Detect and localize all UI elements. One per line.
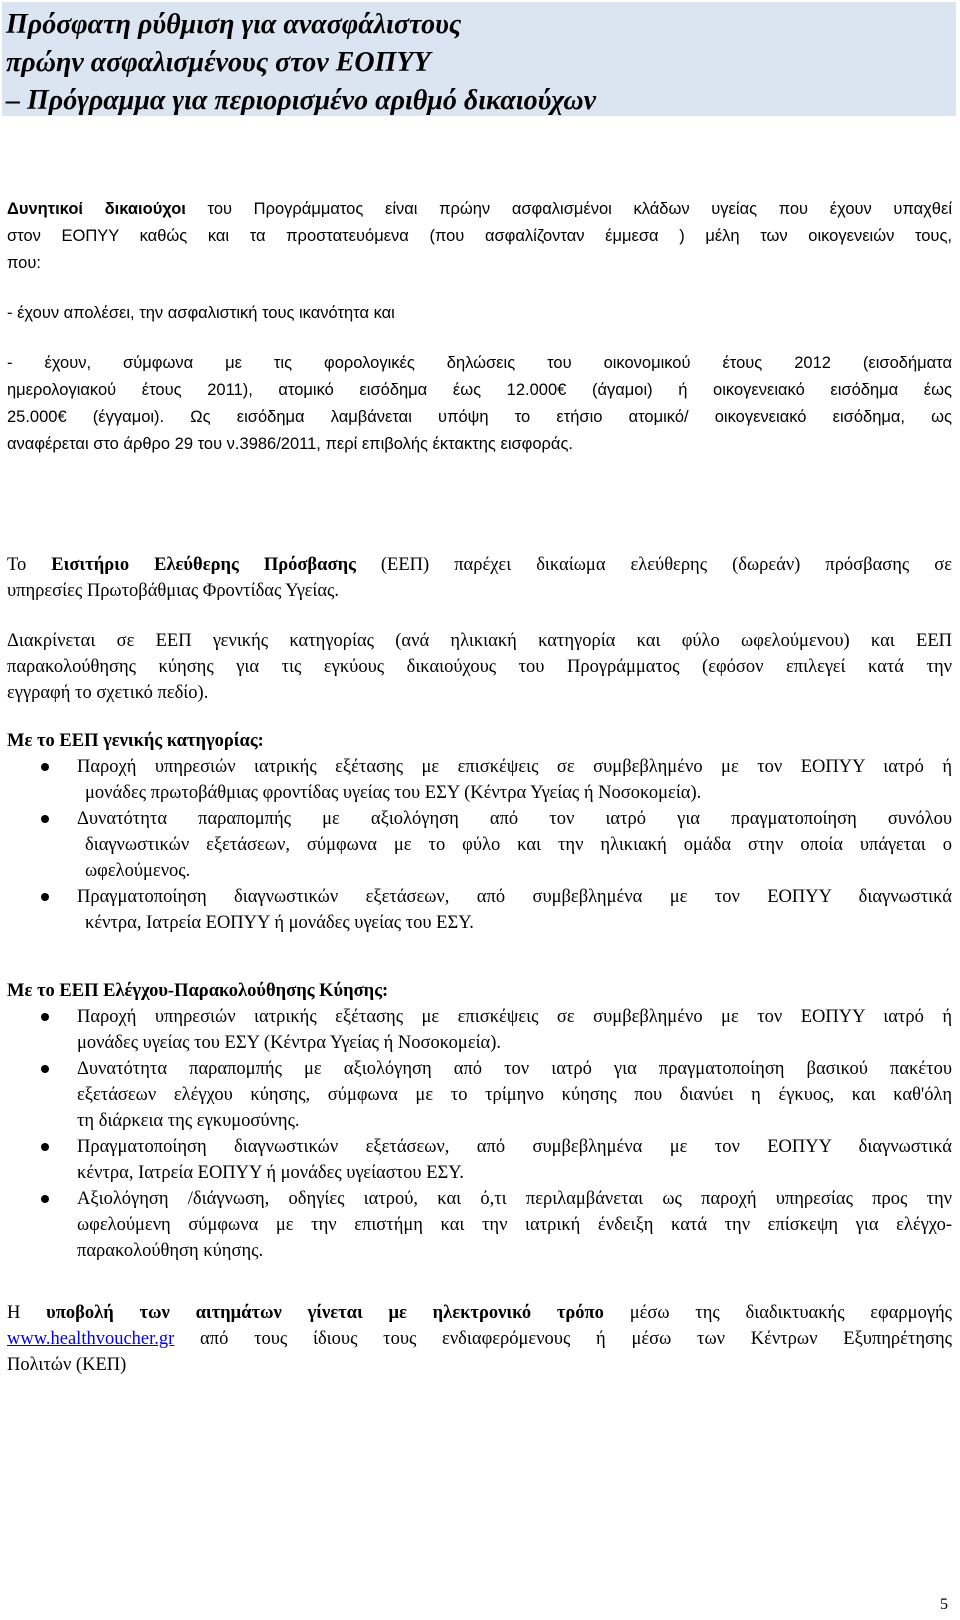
pregnancy-item-1-line-1: Παροχή υπηρεσιών ιατρικής εξέτασης με επισκέψεις σε συμβεβλημένο με τον ΕΟΠΥΥ ιατρό ή [77, 1007, 952, 1027]
distinction-line-3: εγγραφή το σχετικό πεδίο). [7, 683, 209, 703]
list-item [7, 754, 952, 806]
list-item [7, 806, 952, 884]
list-item [7, 1056, 952, 1134]
pregnancy-item-4-line-2: ωφελούμενη σύμφωνα με την επιστήμη και την ιατρική ένδειξη κατά την επίσκεψη για ελέγχο- [77, 1215, 952, 1235]
condition-1-text: - έχουν απολέσει, την ασφαλιστική τους ικανότητα και [7, 304, 395, 322]
bullet-icon [41, 1195, 49, 1203]
page-number: 5 [940, 1596, 948, 1613]
title-line-2: πρώην ασφαλισμένους στον ΕΟΠΥΥ [6, 47, 431, 78]
general-item-3-line-1: Πραγματοποίηση διαγνωστικών εξετάσεων, από συμβεβλημένα με τον ΕΟΠΥΥ διαγνωστικά [77, 887, 952, 907]
submission-line-2: από τους ίδιους τους ενδιαφερόμενους ή μέσω των Κέντρων Εξυπηρέτησης [174, 1329, 952, 1349]
title-line-3: – Πρόγραμμα για περιορισμένο αριθμό δικαιούχων [6, 85, 597, 116]
condition-2-line-3: 25.000€ (έγγαμοι). Ως εισόδημα λαμβάνεται υπόψη το ετήσιο ατομικό/ οικογενειακό εισόδημα, ως [7, 408, 952, 426]
general-item-1-line-2: μονάδες πρωτοβάθμιας φροντίδας υγείας του ΕΣΥ (Κέντρα Υγείας ή Νοσοκομεία). [85, 783, 702, 803]
submission-pre: Η [7, 1303, 47, 1323]
bullet-icon [41, 893, 49, 901]
condition-2-line-2: ημερολογιακού έτους 2011), ατομικό εισόδημα έως 12.000€ (άγαμοι) ή οικογενειακό εισόδημα έως [7, 381, 952, 399]
bullet-icon [41, 1143, 49, 1151]
list-item [7, 1004, 952, 1056]
general-item-2-line-3: ωφελούμενος. [85, 861, 191, 881]
eep-bold: Εισιτήριο Ελεύθερης Πρόσβασης [51, 555, 356, 575]
general-list [7, 754, 952, 936]
pregnancy-item-3-line-2: κέντρα, Ιατρεία ΕΟΠΥΥ ή μονάδες υγείαστου ΕΣΥ. [77, 1163, 464, 1183]
pregnancy-item-3-line-1: Πραγματοποίηση διαγνωστικών εξετάσεων, από συμβεβλημένα με τον ΕΟΠΥΥ διαγνωστικά [77, 1137, 952, 1157]
condition-1 [7, 300, 952, 327]
list-item [7, 884, 952, 936]
submission-bold: υποβολή των αιτημάτων γίνεται με ηλεκτρονικό τρόπο [46, 1303, 604, 1323]
condition-2-line-4: αναφέρεται στο άρθρο 29 του ν.3986/2011, περί επιβολής έκτακτης εισφοράς. [7, 435, 574, 453]
beneficiaries-bold: Δυνητικοί δικαιούχοι [7, 200, 186, 218]
distinction-line-1: Διακρίνεται σε ΕΕΠ γενικής κατηγορίας (ανά ηλικιακή κατηγορία και φύλο ωφελούμενου) και ΕΕΠ [7, 631, 952, 651]
list-item [7, 1186, 952, 1264]
submission-line-3: Πολιτών (ΚΕΠ) [7, 1355, 127, 1375]
pregnancy-heading: Με το ΕΕΠ Ελέγχου-Παρακολούθησης Κύησης: [7, 981, 389, 1001]
pregnancy-item-1-line-2: μονάδες υγείας του ΕΣΥ (Κέντρα Υγείας ή Νοσοκομεία). [77, 1033, 502, 1053]
general-item-2-line-1: Δυνατότητα παραπομπής με αξιολόγηση από τον ιατρό για πραγματοποίηση συνόλου [77, 809, 952, 829]
distinction-line-2: παρακολούθησης κύησης για τις εγκύους δικαιούχους του Προγράμματος (εφόσον επιλεγεί κατά την [7, 657, 952, 677]
pregnancy-item-2-line-2: εξετάσεων ελέγχου κύησης, σύμφωνα με το τρίμηνο κύησης που διανύει η έγκυος, και καθ'όλη [77, 1085, 952, 1105]
general-item-3-line-2: κέντρα, Ιατρεία ΕΟΠΥΥ ή μονάδες υγείας του ΕΣΥ. [85, 913, 474, 933]
eep-intro-pre: Το [7, 555, 52, 575]
condition-2 [7, 350, 952, 458]
beneficiaries-paragraph [7, 196, 952, 277]
intro-line-2: στον ΕΟΠΥΥ καθώς και τα προστατευόμενα (που ασφαλίζονταν έμμεσα ) μέλη των οικογενειών τους, [7, 227, 952, 245]
eep-intro-line-1: (ΕΕΠ) παρέχει δικαίωμα ελεύθερης (δωρεάν) πρόσβασης σε [355, 555, 952, 575]
general-item-1-line-1: Παροχή υπηρεσιών ιατρικής εξέτασης με επισκέψεις σε συμβεβλημένο με τον ΕΟΠΥΥ ιατρό ή [77, 757, 952, 777]
bullet-icon [41, 1013, 49, 1021]
bullet-icon [41, 815, 49, 823]
title-line-1: Πρόσφατη ρύθμιση για ανασφάλιστους [6, 9, 462, 40]
pregnancy-item-2-line-1: Δυνατότητα παραπομπής με αξιολόγηση από τον ιατρό για πραγματοποίηση βασικού πακέτου [77, 1059, 952, 1079]
distinction-paragraph [7, 628, 952, 706]
submission-paragraph [7, 1300, 952, 1378]
pregnancy-list [7, 1004, 952, 1264]
page-title [6, 6, 946, 120]
bullet-icon [41, 763, 49, 771]
eep-intro-line-2: υπηρεσίες Πρωτοβάθμιας Φροντίδας Υγείας. [7, 581, 339, 601]
pregnancy-item-4-line-3: παρακολούθηση κύησης. [77, 1241, 264, 1261]
intro-line-3: που: [7, 254, 41, 272]
submission-line-1: μέσω της διαδικτυακής εφαρμογής [603, 1303, 952, 1323]
general-item-2-line-2: διαγνωστικών εξετάσεων, σύμφωνα με το φύλο και την ηλικιακή ομάδα στην οποία υπάγεται ο [85, 835, 952, 855]
pregnancy-item-4-line-1: Αξιολόγηση /διάγνωση, οδηγίες ιατρού, και ό,τι περιλαμβάνεται ως παροχή υπηρεσίας προς την [77, 1189, 952, 1209]
condition-2-line-1: - έχουν, σύμφωνα με τις φορολογικές δηλώσεις του οικονομικού έτους 2012 (εισοδήματα [7, 354, 952, 372]
intro-line-1: του Προγράμματος είναι πρώην ασφαλισμένοι κλάδων υγείας που έχουν υπαχθεί [185, 200, 952, 218]
bullet-icon [41, 1065, 49, 1073]
eep-intro-paragraph [7, 552, 952, 604]
pregnancy-item-2-line-3: τη διάρκεια της εγκυμοσύνης. [77, 1111, 300, 1131]
list-item [7, 1134, 952, 1186]
healthvoucher-link[interactable]: www.healthvoucher.gr [7, 1329, 175, 1349]
general-heading: Με το ΕΕΠ γενικής κατηγορίας: [7, 731, 264, 751]
